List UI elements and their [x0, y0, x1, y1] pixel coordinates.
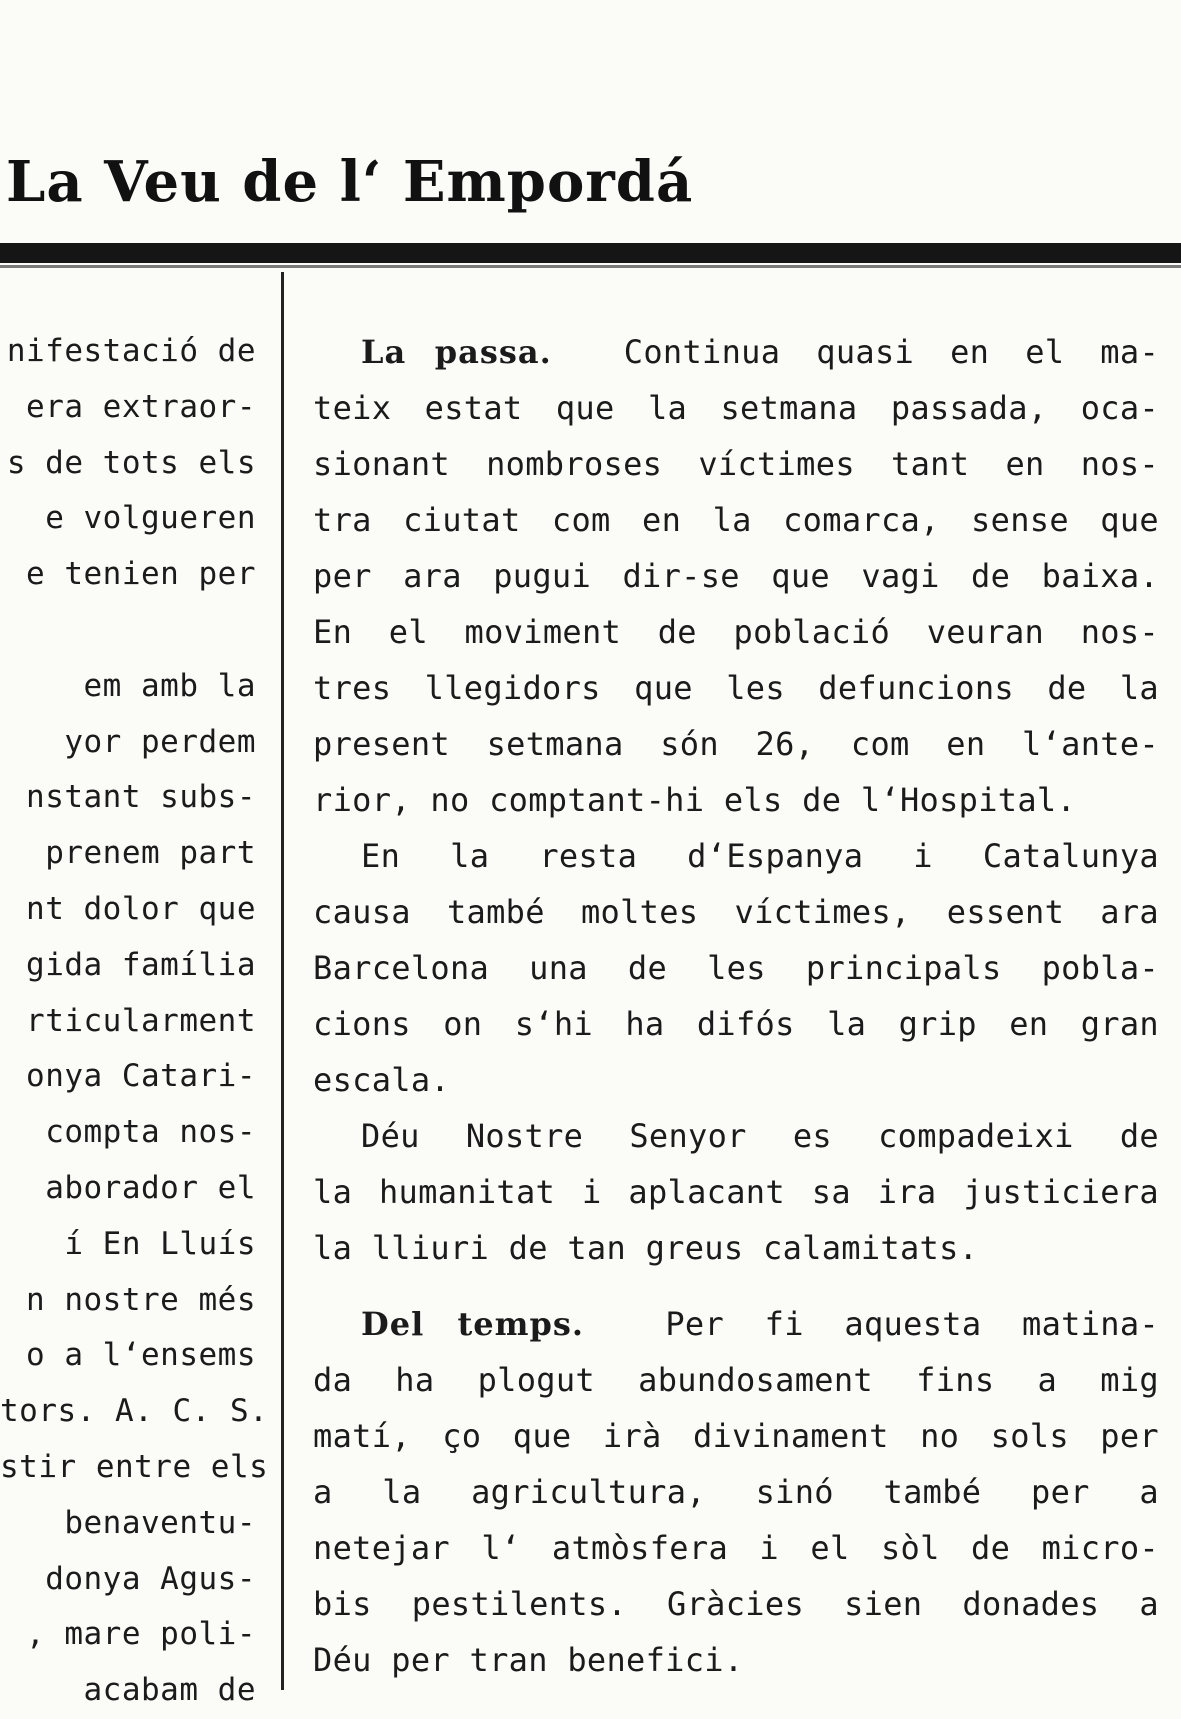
- article-line: escala.: [313, 1061, 450, 1099]
- left-line: , mare poli-: [26, 1616, 256, 1653]
- right-column: [313, 324, 1159, 1688]
- article-text: Per fi aquesta matina-: [665, 1305, 1159, 1343]
- article-line: netejar l‘ atmòsfera i el sòl de micro-: [313, 1529, 1159, 1567]
- column-divider: [281, 272, 284, 1690]
- article-line: per ara pugui dir-se que vagi de baixa.: [313, 557, 1159, 595]
- left-line: prenem part: [45, 835, 256, 872]
- article-la-passa: [313, 324, 1159, 1276]
- left-line: onya Catari-: [26, 1058, 256, 1095]
- left-line: stir entre els: [0, 1448, 269, 1485]
- article-line: bis pestilents. Gràcies sien donades a: [313, 1585, 1159, 1623]
- article-line: tra ciutat com en la comarca, sense que: [313, 501, 1159, 539]
- article-line: tres llegidors que les defuncions de la: [313, 669, 1159, 707]
- left-line: í En Lluís: [64, 1225, 256, 1262]
- article-line: da ha plogut abundosament fins a mig: [313, 1361, 1159, 1399]
- article-del-temps: [313, 1296, 1159, 1688]
- article-line: Déu per tran benefici.: [313, 1641, 744, 1679]
- left-line: em amb la: [83, 667, 256, 704]
- left-line: rticularment: [26, 1002, 256, 1039]
- left-line: acabam de: [83, 1672, 256, 1709]
- left-line: e volgueren: [45, 500, 256, 537]
- article-gap: [313, 1276, 1159, 1296]
- left-line: donya Agus-: [45, 1560, 256, 1597]
- left-line: s de tots els: [6, 444, 256, 481]
- article-heading: La passa.: [361, 333, 552, 371]
- article-line: rior, no comptant-hi els de l‘Hospital.: [313, 781, 1077, 819]
- left-line: e tenien per: [26, 556, 256, 593]
- left-column: [0, 324, 269, 1719]
- article-line: la lliuri de tan greus calamitats.: [313, 1229, 979, 1267]
- article-line: matí, ço que irà divinament no sols per: [313, 1417, 1159, 1455]
- left-line: tors. A. C. S.: [0, 1393, 269, 1430]
- article-line: causa també moltes víctimes, essent ara: [313, 893, 1159, 931]
- left-line: o a l‘ensems: [26, 1337, 256, 1374]
- article-first-line: [313, 1296, 1159, 1352]
- article-line: teix estat que la setmana passada, oca-: [313, 389, 1159, 427]
- left-line: gida família: [26, 946, 256, 983]
- masthead-rule-thin: [0, 265, 1181, 268]
- left-line: era extraor-: [26, 388, 256, 425]
- article-line: sionant nombroses víctimes tant en nos-: [313, 445, 1159, 483]
- left-line: nifestació de: [6, 333, 256, 369]
- article-line: cions on s‘hi ha difós la grip en gran: [313, 1005, 1159, 1043]
- article-line: la humanitat i aplacant sa ira justiciera: [313, 1173, 1159, 1211]
- masthead-rule-thick: [0, 243, 1181, 263]
- left-paragraph-gap: [0, 603, 256, 659]
- article-line: En el moviment de població veuran nos-: [313, 613, 1159, 651]
- article-line: present setmana són 26, com en l‘ante-: [313, 725, 1159, 763]
- article-line: En la resta d‘Espanya i Catalunya: [361, 837, 1159, 875]
- left-line: nt dolor que: [26, 890, 256, 927]
- article-line: a la agricultura, sinó també per a: [313, 1473, 1159, 1511]
- article-first-line: [313, 324, 1159, 380]
- left-line: nstant subs-: [26, 779, 256, 816]
- article-heading: Del temps.: [361, 1305, 585, 1343]
- left-line: compta nos-: [45, 1114, 256, 1151]
- article-line: Barcelona una de les principals pobla-: [313, 949, 1159, 987]
- article-text: Continua quasi en el ma-: [623, 333, 1160, 371]
- left-line: yor perdem: [64, 723, 256, 760]
- left-line: aborador el: [45, 1169, 256, 1206]
- article-line: Déu Nostre Senyor es compadeixi de: [361, 1117, 1159, 1155]
- left-line: n nostre més: [26, 1281, 256, 1318]
- left-line: benaventu-: [64, 1504, 256, 1541]
- masthead-title: La Veu de l‘ Empordá: [6, 149, 694, 215]
